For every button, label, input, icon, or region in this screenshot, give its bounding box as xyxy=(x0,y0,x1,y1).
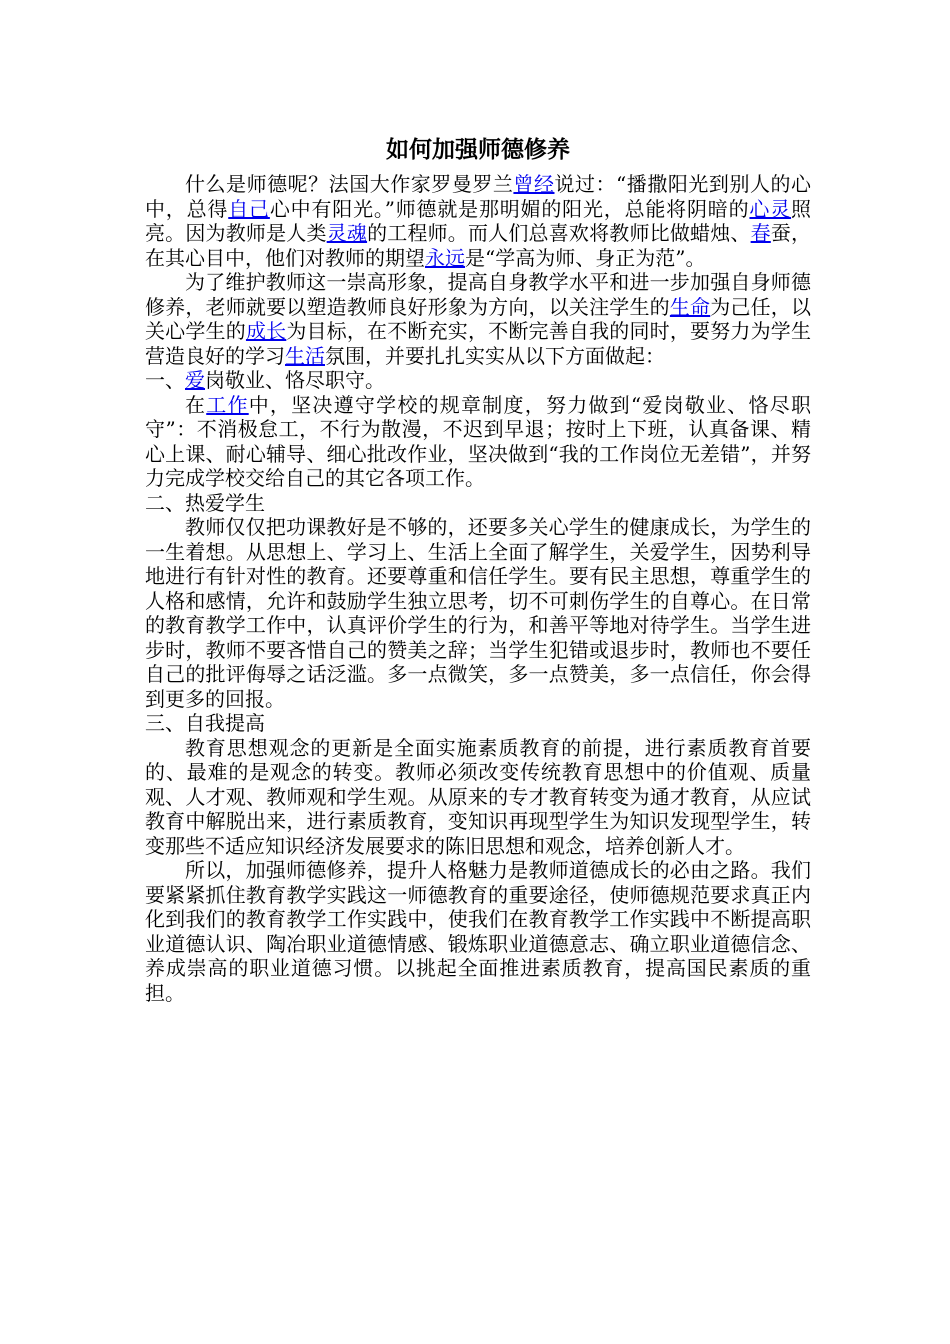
text-run: 说过：“播撒阳光到别人的心中，总得 xyxy=(145,172,812,221)
body-paragraph xyxy=(145,270,811,368)
document-page xyxy=(145,135,811,1005)
inline-link[interactable]: 春 xyxy=(750,221,771,245)
inline-link[interactable]: 曾经 xyxy=(513,172,555,196)
document-body xyxy=(145,172,811,1005)
section-heading xyxy=(145,711,811,736)
text-run: 蚕，在其心目中，他们对教师的期望 xyxy=(145,221,811,270)
inline-link[interactable]: 生活 xyxy=(285,343,325,368)
text-run: 教师仅仅把功课教好是不够的，还要多关心学生的健康成长，为学生的一生着想。从思想上、学习上、生活上全面了解学生，关爱学生，因势利导地进行有针对性的教育。还要尊重和信任学生。要有民主思想，尊重学生的人格和感情，允许和鼓励学生独立思考，切不可刺伤学生的自尊心。在日常的教育教学工作中，认真评价学生的行为，和善平等地对待学生。当学生进步时，教师不要吝惜自己的赞美之辞；当学生犯错或退步时，教师也不要任自己的批评侮辱之话泛滥。多一点微笑，多一点赞美，多一点信任，你会得到更多的回报。 xyxy=(145,515,811,711)
body-paragraph xyxy=(145,393,811,491)
body-paragraph xyxy=(145,515,811,711)
text-run: 为目标，在不断充实，不断完善自我的同时，要努力为学生营造良好的学习 xyxy=(145,319,811,368)
section-heading xyxy=(145,491,811,516)
text-run: 为了维护教师这一崇高形象，提高自身教学水平和进一步加强自身师德修养，老师就要以塑造教师良好形象为方向，以关注学生的 xyxy=(145,270,811,319)
inline-link[interactable]: 心灵 xyxy=(749,196,792,221)
inline-link[interactable]: 永远 xyxy=(425,245,465,270)
text-run: 岗敬业、恪尽职守。 xyxy=(205,368,385,392)
text-run: 什么是师德呢？法国大作家罗曼罗兰 xyxy=(185,172,514,196)
text-run: 所以，加强师德修养，提升人格魅力是教师道德成长的必由之路。我们要紧紧抓住教育教学实践这一师德教育的重要途径，使师德规范要求真正内化到我们的教育教学工作实践中，使我们在教育教学工作实践中不断提高职业道德认识、陶冶职业道德情感、锻炼职业道德意志、确立职业道德信念、养成崇高的职业道德习惯。以挑起全面推进素质教育，提高国民素质的重担。 xyxy=(145,858,811,1005)
inline-link[interactable]: 自己 xyxy=(228,196,270,221)
inline-link[interactable]: 灵魂 xyxy=(326,221,368,245)
text-run: 氛围，并要扎扎实实从以下方面做起： xyxy=(325,343,665,368)
inline-link[interactable]: 工作 xyxy=(206,392,249,417)
document-title: 如何加强师德修养 xyxy=(386,136,570,163)
text-run: 照亮。因为教师是人类 xyxy=(145,196,812,245)
body-paragraph xyxy=(145,858,811,1005)
text-run: 心中有阳光。”师德就是那明媚的阳光，总能将阴暗的 xyxy=(269,196,750,221)
body-paragraph xyxy=(145,172,811,270)
text-run: 三、自我提高 xyxy=(145,711,265,735)
inline-link[interactable]: 爱 xyxy=(185,368,205,392)
inline-link[interactable]: 生命 xyxy=(669,294,711,319)
text-run: 二、热爱学生 xyxy=(145,490,265,515)
inline-link[interactable]: 成长 xyxy=(245,319,287,343)
text-run: 一、 xyxy=(145,368,185,392)
section-heading xyxy=(145,368,811,393)
body-paragraph xyxy=(145,736,811,859)
text-run: 教育思想观念的更新是全面实施素质教育的前提，进行素质教育首要的、最难的是观念的转变。教师必须改变传统教育思想中的价值观、质量观、人才观、教师观和学生观。从原来的专才教育转变为通才教育，从应试教育中解脱出来，进行素质教育，变知识再现型学生为知识发现型学生，转变那些不适应知识经济发展要求的陈旧思想和观念，培养创新人才。 xyxy=(145,735,811,858)
text-run: 的工程师。而人们总喜欢将教师比做蜡烛、 xyxy=(367,221,751,245)
text-run: 是“学高为师、身正为范”。 xyxy=(465,245,706,270)
text-run: 在 xyxy=(185,392,207,417)
text-run: 中，坚决遵守学校的规章制度，努力做到“爱岗敬业、恪尽职守”：不消极怠工，不行为散漫，不迟到早退；按时上下班，认真备课、精心上课、耐心辅导、细心批改作业，坚决做到“我的工作岗位无差错”，并努力完成学校交给自己的其它各项工作。 xyxy=(145,392,811,490)
text-run: 为己任，以关心学生的 xyxy=(145,294,811,343)
